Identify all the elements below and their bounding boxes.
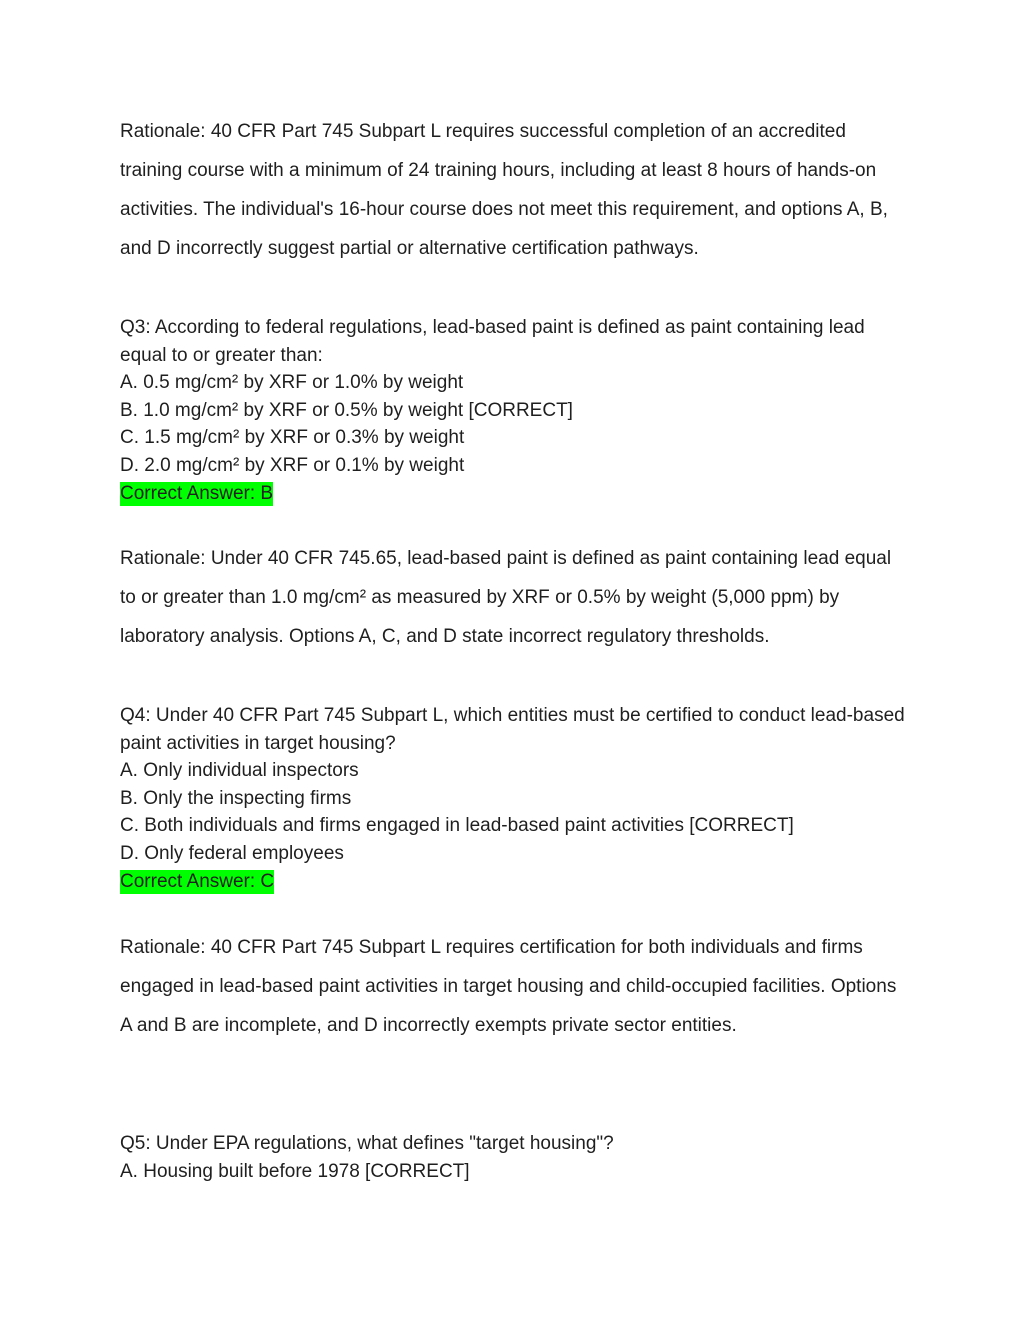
option-d: D. 2.0 mg/cm² by XRF or 0.1% by weight	[120, 454, 465, 476]
question-q3	[120, 314, 910, 507]
option-a: A. 0.5 mg/cm² by XRF or 1.0% by weight	[120, 372, 464, 394]
option-b: B. 1.0 mg/cm² by XRF or 0.5% by weight [CORRECT]	[120, 399, 573, 421]
option-b: B. Only the inspecting firms	[120, 787, 352, 809]
question-text: Q3: According to federal regulations, lead-based paint is defined as paint containing lead equal to or greater than:	[120, 317, 865, 366]
rationale-q2: Rationale: 40 CFR Part 745 Subpart L requires successful completion of an accredited training course with a minimum of 24 training hours, including at least 8 hours of hands-on activities. The individual's 16-hour course does not meet this requirement, and options A, B, and D incorrectly suggest partial or alternative certification pathways.	[120, 121, 888, 259]
correct-answer-badge: Correct Answer: B	[120, 482, 274, 504]
question-q5	[120, 1130, 910, 1185]
option-c: C. 1.5 mg/cm² by XRF or 0.3% by weight	[120, 427, 465, 449]
option-a: A. Housing built before 1978 [CORRECT]	[120, 1160, 470, 1182]
option-d: D. Only federal employees	[120, 842, 344, 864]
document-page	[120, 0, 910, 1320]
correct-answer-badge: Correct Answer: C	[120, 870, 275, 892]
question-q4	[120, 702, 910, 895]
option-a: A. Only individual inspectors	[120, 760, 359, 782]
question-text: Q4: Under 40 CFR Part 745 Subpart L, which entities must be certified to conduct lead-based paint activities in target housing?	[120, 705, 905, 754]
question-text: Q5: Under EPA regulations, what defines "target housing"?	[120, 1133, 614, 1154]
rationale-q3: Rationale: Under 40 CFR 745.65, lead-based paint is defined as paint containing lead equal to or greater than 1.0 mg/cm² as measured by XRF or 0.5% by weight (5,000 ppm) by laboratory analysis. Options A, C, and D state incorrect regulatory thresholds.	[120, 548, 892, 647]
option-c: C. Both individuals and firms engaged in lead-based paint activities [CORRECT]	[120, 815, 794, 837]
rationale-q4: Rationale: 40 CFR Part 745 Subpart L requires certification for both individuals and firms engaged in lead-based paint activities in target housing and child-occupied facilities. Options A and B are incomplete, and D incorrectly exempts private sector entities.	[120, 937, 897, 1036]
